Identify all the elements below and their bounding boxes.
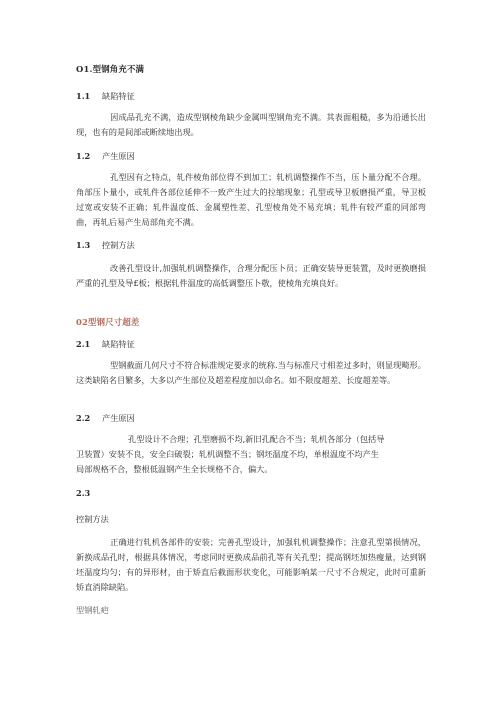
subsection-1-1-heading [76, 89, 426, 104]
section-2-title: 02型钢尺寸超差 [76, 317, 140, 327]
section-1-heading [76, 62, 426, 77]
subsection-2-3-title [76, 512, 426, 527]
paragraph-2-3 [76, 535, 426, 595]
subsection-title: 控制方法 [76, 514, 109, 524]
subsection-1-3-heading [76, 238, 426, 253]
paragraph-1-2 [76, 170, 426, 230]
subsection-number: 1.1 [76, 91, 91, 101]
subsection-title: 产生原因 [102, 413, 135, 423]
paragraph-line: 卫装置）安装不良，安全臼破裂；轧机调整不当；钢坯温度不均，单根温度不均产生 [76, 449, 379, 459]
section-3-title: 型钢轧疤 [76, 605, 109, 615]
paragraph-2-1 [76, 358, 426, 388]
subsection-number: 2.1 [76, 339, 91, 349]
subsection-title: 产生原因 [102, 151, 135, 161]
paragraph-text: 改善孔型设计,加强轧机调整操作，合理分配压卜员；正确安装导更装置，及时更换磨损严重的孔型及导£板；根据轧件温度的高低调整压卜敬，使棱角充填良好。 [76, 263, 426, 288]
paragraph-2-2 [76, 432, 426, 477]
subsection-2-3-number [76, 486, 426, 501]
paragraph-1-1 [76, 110, 426, 140]
paragraph-line: 局部规格不合，整根低温钢产生全长规格不合，偏大。 [76, 464, 273, 474]
subsection-number: 2.3 [76, 488, 91, 498]
paragraph-1-3 [76, 261, 426, 291]
paragraph-text: 型钢截面几何尺寸不符合标准规定要求的统称.当与标准尺寸相差过多时，则显现畸形。这类缺陷名目繁多，大多以产生部位及超差程度加以命名。如不限度超差、长度超差等。 [76, 360, 426, 385]
section-3-heading [76, 603, 426, 618]
paragraph-text: 孔型因有之特点，轧件棱角部位得不到加工；轧机调整操作不当，压卜量分配不合理。角部压卜量小，或轧件各部位延伸不一致产生过大的拉缩现象；孔型或导卫板磨损严重，导卫板过宽或安装不正确；轧件温度低、金属塑性差、孔型棱角处不易充填；轧件有较严重的同部弯曲，再轧后易产生局部角充不满。 [76, 172, 426, 227]
paragraph-text: 因成品孔充不满，造成型钢棱角缺少金属叫型钢角充不满。其表面粗糙，多为沿通长出现，也有的是间部或断续地出现。 [76, 112, 426, 137]
subsection-number: 1.2 [76, 151, 91, 161]
subsection-2-1-heading [76, 337, 426, 352]
section-2-heading [76, 315, 426, 330]
section-1-title: 型钢角充不满 [92, 64, 145, 74]
subsection-1-2-heading [76, 149, 426, 164]
subsection-title: 缺陷特征 [102, 91, 135, 101]
section-1-number: O1. [76, 64, 93, 74]
subsection-number: 2.2 [76, 413, 91, 423]
subsection-title: 缺陷特征 [102, 339, 135, 349]
paragraph-line: 孔型设计不合理；孔型磨损不均,新旧孔配合不当；轧机各部分（包括导 [128, 434, 385, 444]
subsection-title: 控制方法 [102, 240, 135, 250]
subsection-number: 1.3 [76, 240, 91, 250]
paragraph-text: 正确进行轧机各部件的安装；完善孔型设计，加强轧机调整操作；注意孔型第损情况，新换成品孔时，根据具体情况，考虑同时更换成品前孔等有关孔型；提高钢坯加热瘦量，达到钢坯温度均匀；有的异形材，由于矫直后截面形状变化，可能影响某一尺寸不合规定，此时可重新矫直消除缺陷。 [76, 537, 426, 592]
subsection-2-2-heading [76, 411, 426, 426]
